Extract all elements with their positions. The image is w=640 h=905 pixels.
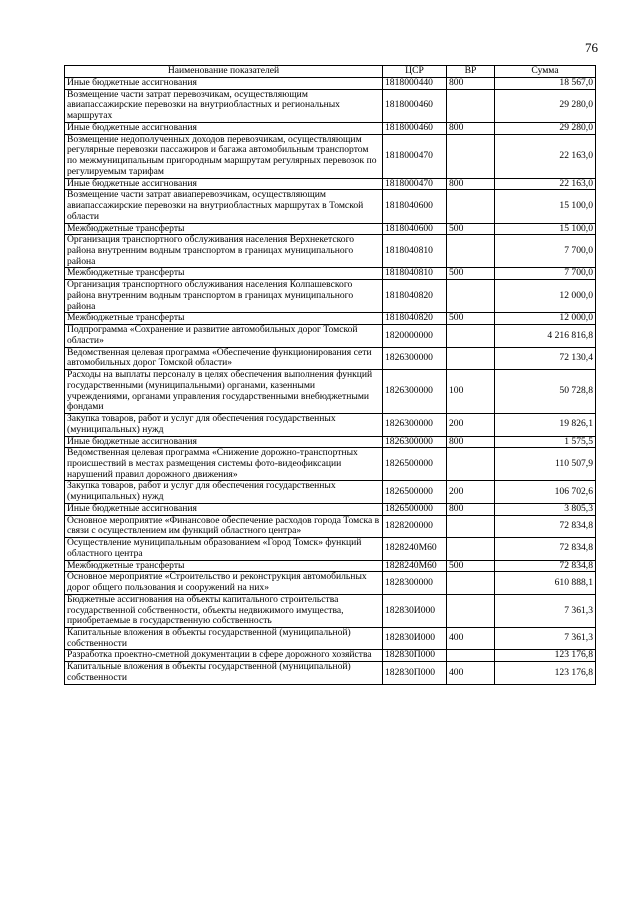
table-row [65, 178, 596, 190]
table-row [65, 414, 596, 436]
row-vr: 800 [447, 178, 495, 190]
row-name: Основное мероприятие «Финансовое обеспечение расходов города Томска в связи с осуществлением им функций областного центра» [65, 515, 383, 537]
row-name: Разработка проектно-сметной документации в сфере дорожного хозяйства [65, 650, 383, 662]
row-csr: 182830П000 [383, 650, 447, 662]
header-vr: ВР [447, 66, 495, 78]
row-name: Иные бюджетные ассигнования [65, 436, 383, 448]
table-row [65, 662, 596, 684]
row-name: Основное мероприятие «Строительство и реконструкция автомобильных дорог общего пользования и сооружений на них» [65, 572, 383, 594]
row-name: Организация транспортного обслуживания населения Колпашевского района внутренним водным транспортом в границах муниципального района [65, 280, 383, 313]
row-sum: 7 361,3 [495, 594, 596, 627]
row-vr: 200 [447, 481, 495, 503]
row-name: Ведомственная целевая программа «Обеспечение функционирования сети автомобильных дорог Томской области» [65, 347, 383, 369]
row-csr: 1826300000 [383, 370, 447, 414]
row-vr: 800 [447, 503, 495, 515]
row-sum: 72 834,8 [495, 515, 596, 537]
row-vr: 800 [447, 78, 495, 90]
row-csr: 1818040600 [383, 223, 447, 235]
row-sum: 18 567,0 [495, 78, 596, 90]
row-csr: 1818000470 [383, 178, 447, 190]
row-csr: 1818040820 [383, 280, 447, 313]
row-sum: 22 163,0 [495, 178, 596, 190]
row-name: Возмещение части затрат перевозчикам, осуществляющим авиапассажирские перевозки на внутриобластных и региональных маршрутах [65, 89, 383, 122]
row-sum: 72 834,8 [495, 538, 596, 560]
row-vr [447, 538, 495, 560]
row-name: Возмещение недополученных доходов перевозчикам, осуществляющим регулярные перевозки пассажиров и багажа автомобильным транспортом по межмуниципальным пригородным маршрутам регулярных перевозок по регулируемым тарифам [65, 134, 383, 178]
row-name: Организация транспортного обслуживания населения Верхнекетского района внутренним водным транспортом в границах муниципального района [65, 235, 383, 268]
row-vr: 500 [447, 268, 495, 280]
table-row [65, 280, 596, 313]
row-sum: 29 280,0 [495, 89, 596, 122]
row-csr: 1826500000 [383, 503, 447, 515]
row-csr: 1826300000 [383, 347, 447, 369]
table-row [65, 572, 596, 594]
row-vr [447, 235, 495, 268]
table-row [65, 325, 596, 347]
table-row [65, 503, 596, 515]
row-sum: 610 888,1 [495, 572, 596, 594]
table-header-row [65, 66, 596, 78]
row-vr: 400 [447, 662, 495, 684]
row-sum: 12 000,0 [495, 313, 596, 325]
row-vr: 500 [447, 560, 495, 572]
row-csr: 1828300000 [383, 572, 447, 594]
table-row [65, 190, 596, 223]
row-csr: 182830П000 [383, 662, 447, 684]
row-name: Возмещение части затрат авиаперевозчикам, осуществляющим авиапассажирские перевозки на внутриобластных маршрутах в Томской области [65, 190, 383, 223]
row-sum: 50 728,8 [495, 370, 596, 414]
table-row [65, 515, 596, 537]
row-sum: 29 280,0 [495, 122, 596, 134]
table-row [65, 650, 596, 662]
table-row [65, 560, 596, 572]
table-row [65, 78, 596, 90]
row-csr: 1820000000 [383, 325, 447, 347]
row-sum: 110 507,9 [495, 448, 596, 481]
header-name: Наименование показателей [65, 66, 383, 78]
row-sum: 3 805,3 [495, 503, 596, 515]
header-sum: Сумма [495, 66, 596, 78]
row-vr: 500 [447, 223, 495, 235]
row-sum: 19 826,1 [495, 414, 596, 436]
row-csr: 1818000470 [383, 134, 447, 178]
row-sum: 7 361,3 [495, 627, 596, 649]
row-vr [447, 325, 495, 347]
row-name: Межбюджетные трансферты [65, 313, 383, 325]
row-name: Бюджетные ассигнования на объекты капитального строительства государственной собственности, объекты недвижимого имущества, приобретаемые в государственную собственность [65, 594, 383, 627]
row-vr: 200 [447, 414, 495, 436]
table-row [65, 436, 596, 448]
row-name: Осуществление муниципальным образованием «Город Томск» функций областного центра [65, 538, 383, 560]
row-name: Капитальные вложения в объекты государственной (муниципальной) собственности [65, 662, 383, 684]
table-row [65, 538, 596, 560]
header-csr: ЦСР [383, 66, 447, 78]
row-vr [447, 572, 495, 594]
table-row [65, 268, 596, 280]
table-row [65, 235, 596, 268]
row-sum: 4 216 816,8 [495, 325, 596, 347]
budget-table [64, 65, 596, 685]
page-number: 76 [585, 40, 598, 55]
table-row [65, 448, 596, 481]
row-csr: 1818040810 [383, 268, 447, 280]
row-vr: 800 [447, 122, 495, 134]
row-name: Иные бюджетные ассигнования [65, 503, 383, 515]
row-vr: 500 [447, 313, 495, 325]
table-row [65, 223, 596, 235]
table-row [65, 594, 596, 627]
row-vr [447, 594, 495, 627]
row-vr [447, 89, 495, 122]
row-name: Закупка товаров, работ и услуг для обеспечения государственных (муниципальных) нужд [65, 481, 383, 503]
row-vr [447, 347, 495, 369]
row-csr: 182830И000 [383, 627, 447, 649]
row-sum: 72 130,4 [495, 347, 596, 369]
row-sum: 123 176,8 [495, 650, 596, 662]
row-vr [447, 134, 495, 178]
row-name: Ведомственная целевая программа «Снижение дорожно-транспортных происшествий в местах размещения системы фото-видеофиксации нарушений правил дорожного движения» [65, 448, 383, 481]
table-row [65, 122, 596, 134]
row-sum: 15 100,0 [495, 223, 596, 235]
row-name: Подпрограмма «Сохранение и развитие автомобильных дорог Томской области» [65, 325, 383, 347]
row-sum: 15 100,0 [495, 190, 596, 223]
row-name: Иные бюджетные ассигнования [65, 78, 383, 90]
row-name: Расходы на выплаты персоналу в целях обеспечения выполнения функций государственными (муниципальными) органами, казенными учреждениями, органами управления государственными внебюджетными фондами [65, 370, 383, 414]
row-sum: 72 834,8 [495, 560, 596, 572]
row-csr: 1818040600 [383, 190, 447, 223]
row-csr: 1818000460 [383, 122, 447, 134]
row-csr: 182830И000 [383, 594, 447, 627]
row-csr: 1818040810 [383, 235, 447, 268]
row-vr [447, 448, 495, 481]
row-name: Закупка товаров, работ и услуг для обеспечения государственных (муниципальных) нужд [65, 414, 383, 436]
row-csr: 1818000460 [383, 89, 447, 122]
row-vr [447, 650, 495, 662]
row-name: Межбюджетные трансферты [65, 268, 383, 280]
row-name: Иные бюджетные ассигнования [65, 178, 383, 190]
row-vr [447, 515, 495, 537]
row-csr: 1828240M60 [383, 538, 447, 560]
row-csr: 1818040820 [383, 313, 447, 325]
row-csr: 1828200000 [383, 515, 447, 537]
row-sum: 106 702,6 [495, 481, 596, 503]
row-sum: 12 000,0 [495, 280, 596, 313]
row-csr: 1826500000 [383, 481, 447, 503]
table-row [65, 370, 596, 414]
row-vr [447, 190, 495, 223]
table-row [65, 313, 596, 325]
row-sum: 7 700,0 [495, 235, 596, 268]
row-vr [447, 280, 495, 313]
row-sum: 123 176,8 [495, 662, 596, 684]
row-vr: 100 [447, 370, 495, 414]
table-row [65, 89, 596, 122]
row-sum: 1 575,5 [495, 436, 596, 448]
row-vr: 800 [447, 436, 495, 448]
table-row [65, 627, 596, 649]
row-csr: 1818000440 [383, 78, 447, 90]
row-name: Межбюджетные трансферты [65, 223, 383, 235]
row-vr: 400 [447, 627, 495, 649]
row-csr: 1826300000 [383, 436, 447, 448]
table-body [65, 78, 596, 685]
row-sum: 7 700,0 [495, 268, 596, 280]
table-row [65, 134, 596, 178]
row-name: Межбюджетные трансферты [65, 560, 383, 572]
row-csr: 1828240M60 [383, 560, 447, 572]
row-csr: 1826500000 [383, 448, 447, 481]
row-sum: 22 163,0 [495, 134, 596, 178]
row-name: Капитальные вложения в объекты государственной (муниципальной) собственности [65, 627, 383, 649]
table-row [65, 481, 596, 503]
table-row [65, 347, 596, 369]
row-name: Иные бюджетные ассигнования [65, 122, 383, 134]
row-csr: 1826300000 [383, 414, 447, 436]
